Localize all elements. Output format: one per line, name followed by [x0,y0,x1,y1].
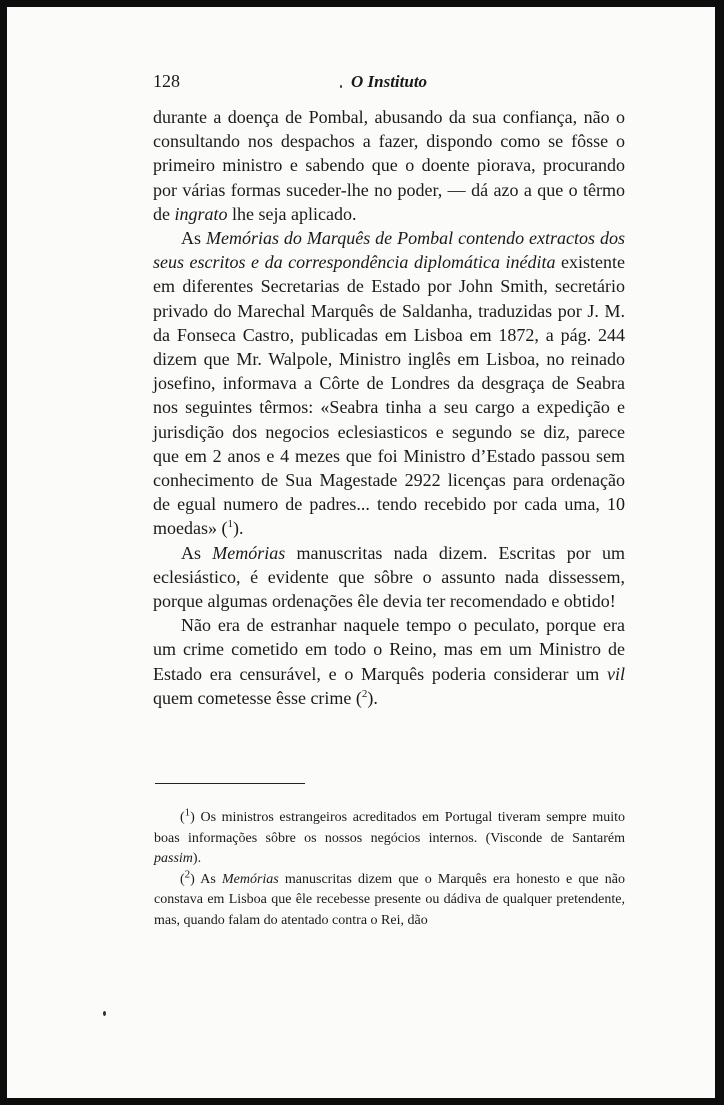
footnote-2-text-b: manuscritas dizem que o Marquês era honesto e que não constava em Lisboa que êle recebesse presente ou dádiva de qualquer pretendente, mas, quando falam do atentado contra o Rei, dão [154,871,625,928]
paragraph-2-text-b: existente em diferentes Secretarias de Estado por John Smith, secretário privado do Marechal Marquês de Saldanha, traduzidas por J. M. da Fonseca Castro, publicadas em Lisboa em 1872, a pág. 244 dizem que Mr. Walpole, Ministro inglês em Lisboa, no reinado josefino, informava a Côrte de Londres da desgraça de Seabra nos seguintes têrmos: «Seabra tinha a seu cargo a expedição e jurisdição dos negocios eclesiasticos e segundo se diz, parece que em 2 anos e 4 mezes que foi Ministro d’Estado passou sem conhecimento de Sua Magestade 2922 licenças para ordenação de egual numero de padres... tendo recebido por cada uma, 10 moedas» ( [153,252,625,539]
footnote-1-mark: 1 [184,806,191,819]
footnote-2-italic: Memórias [221,871,279,887]
footnote-ref-1[interactable]: 1 [227,518,233,531]
paragraph-3-text-b: manuscritas nada dizem. Escritas por um eclesiástico, é evidente que sôbre o assunto nada dissessem, porque algumas ordenações êle devia ter recomendado e obtido! [153,542,625,612]
paragraph-4-text-c: ). [367,687,378,708]
paragraph-4-italic: vil [607,663,625,684]
footnote-1-italic: passim [154,851,193,866]
paragraph-1-text-a: durante a doença de Pombal, abusando da sua confiança, não o consultando nos despachos a fazer, dispondo como se fôsse o primeiro ministro e sabendo que o doente piorava, procurando por várias formas suceder-lhe no poder, — dá azo a que o têrmo de [153,107,625,224]
footnote-2-open: ( [180,871,185,887]
page-header [153,71,623,93]
footnote-1-close: ) [190,810,195,825]
scan-speck [340,85,342,88]
footnote-1-open: ( [180,810,185,825]
body-text [153,105,625,710]
footnotes [154,808,625,931]
page-number: 128 [153,71,180,91]
footnote-2-text-a: As [194,871,222,887]
paragraph-1-text-b: lhe seja aplicado. [227,203,357,224]
footnote-ref-2[interactable]: 2 [361,687,368,700]
paragraph-1 [153,105,625,226]
paragraph-1-italic: ingrato [174,203,228,224]
footnote-separator [155,783,305,784]
paragraph-4-text-b: quem cometesse êsse crime ( [153,687,362,708]
paragraph-3-italic: Memórias [212,542,286,563]
footnote-2 [154,867,625,932]
footnote-2-close: ) [190,871,195,887]
footnote-1-text-b: ). [192,851,202,866]
paragraph-2 [153,226,625,541]
paragraph-4 [153,613,625,710]
footnote-1-text-a: Os ministros estrangeiros acreditados em Portugal tiveram sempre muito boas informações sôbre os nossos negócios internos. (Visconde de Santarém [154,810,625,846]
footnote-2-mark: 2 [184,867,191,880]
running-title: O Instituto [351,72,428,91]
scan-speck [103,1011,106,1016]
paragraph-3 [153,541,625,614]
paragraph-3-text-a: As [181,542,213,563]
paragraph-4-text-a: Não era de estranhar naquele tempo o peculato, porque era um crime cometido em todo o Reino, mas em um Ministro de Estado era censurável, e o Marquês poderia considerar um [153,615,625,684]
footnote-1 [154,808,625,870]
paragraph-2-text-a: As [181,228,206,249]
paragraph-2-text-c: ). [232,518,244,539]
paragraph-2-italic: Memórias do Marquês de Pombal contendo extractos dos seus escritos e da correspondência diplomática inédita [153,228,625,273]
